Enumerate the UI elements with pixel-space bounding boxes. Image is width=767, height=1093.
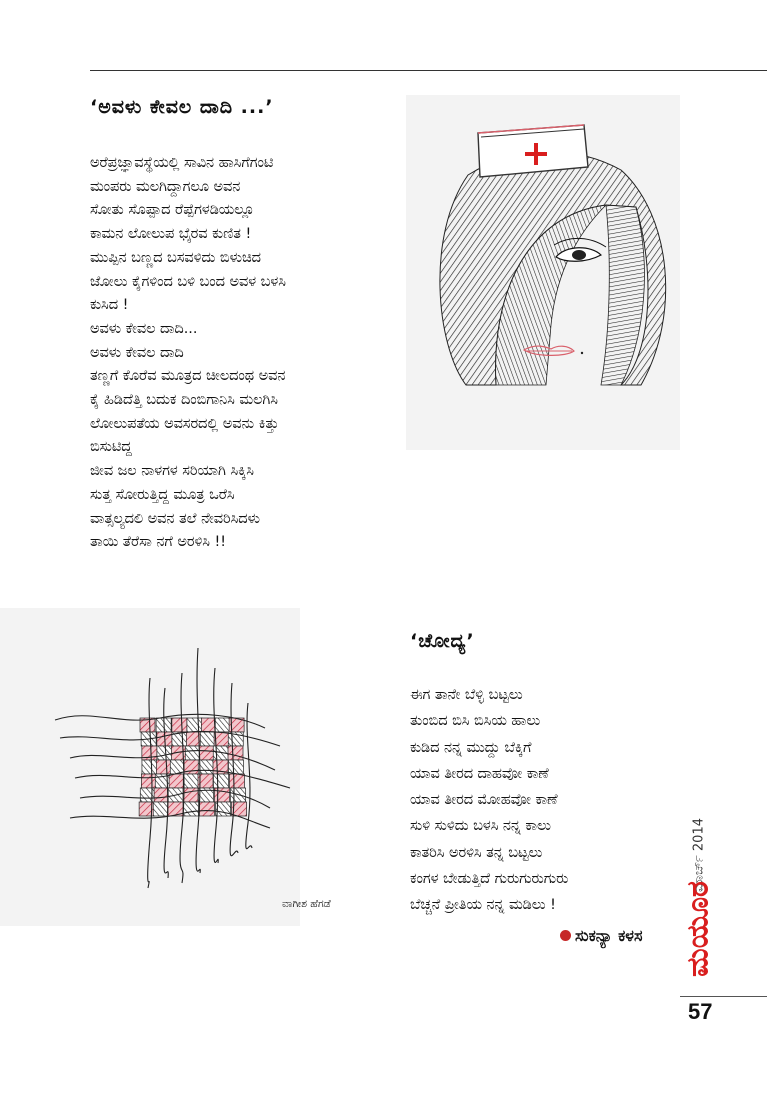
- poem-line: ಸುಳಿ ಸುಳಿದು ಬಳಸಿ ನನ್ನ ಕಾಲು: [410, 818, 551, 835]
- poem-line: ಬಿಸುಟಿದ್ದ: [90, 439, 132, 456]
- nurse-illustration: [406, 95, 680, 450]
- weave-cell: [183, 774, 198, 788]
- poem1-title: ‘ಅವಳು ಕೇವಲ ದಾದಿ ...’: [90, 96, 274, 118]
- poem-line: ವಾತ್ಸಲ್ಯದಲಿ ಅವನ ತಲೆ ನೇವರಿಸಿದಳು: [90, 510, 260, 527]
- poem-line: ಅರೆಪ್ರಜ್ಞಾವಸ್ಥೆಯಲ್ಲಿ ಸಾವಿನ ಹಾಸಿಗೆಗಂಟಿ: [90, 155, 274, 171]
- weave-cell: [172, 718, 187, 732]
- weave-cell: [199, 802, 214, 816]
- poem-line: ಈಗ ತಾನೇ ಬೆಳ್ಳಿ ಬಟ್ಟಲು: [410, 687, 523, 703]
- poem-line: ಕಾತರಿಸಿ ಅರಳಿಸಿ ತನ್ನ ಬಟ್ಟಲು: [410, 844, 543, 861]
- bullet-icon: [560, 930, 571, 941]
- weave-cell: [183, 802, 198, 816]
- weave-cell: [141, 774, 156, 788]
- weave-grid: [139, 718, 246, 816]
- poem-line: ಕುಡಿದ ನನ್ನ ಮುದ್ದು ಬೆಕ್ಕಿಗೆ: [410, 739, 532, 756]
- poem-line: ಮುಪ್ಪಿನ ಬಣ್ಣದ ಬಸವಳಿದು ಬಿಳುಚಿದ: [90, 249, 261, 266]
- weave-cell: [156, 760, 171, 774]
- poem-line: ಕಾಮನ ಲೋಲುಪ ಭೈರವ ಕುಣಿತ !: [90, 226, 252, 243]
- poem-line: ಯಾವ ತೀರದ ಮೋಹವೋ ಕಾಣೆ: [410, 792, 558, 809]
- issue-date: ಮಾರ್ಚ್ 2014: [691, 818, 707, 892]
- author-credit: [560, 926, 643, 946]
- author-name: ಸುಕನ್ಯಾ ಕಳಸ: [575, 926, 643, 945]
- page-number: 57: [688, 999, 713, 1024]
- weave-cell: [169, 774, 184, 788]
- footer-rule: [680, 996, 767, 997]
- weave-cell: [142, 760, 157, 774]
- poem-line: ಯಾವ ತೀರದ ದಾಹವೋ ಕಾಣೆ: [410, 765, 549, 782]
- poem-line: ಸೋತು ಸೊಪ್ಪಾದ ರೆಪ್ಪೆಗಳಡಿಯಲ್ಲೂ: [90, 202, 255, 219]
- weave-cell: [154, 788, 169, 802]
- weave-cell: [228, 746, 243, 760]
- weave-cell: [228, 760, 243, 774]
- weave-cell: [213, 774, 228, 788]
- poem-line: ಲೋಲುಪತೆಯ ಅವಸರದಲ್ಲಿ ಅವನು ಕಿತ್ತು: [90, 415, 279, 432]
- poem2-body: [410, 682, 680, 919]
- poem-line: ಕೈ ಹಿಡಿದೆತ್ತಿ ಬದುಕ ದಿಂಬಿಗಾನಿಸಿ ಮಲಗಿಸಿ: [90, 392, 278, 409]
- woven-illustration: [0, 608, 300, 926]
- magazine-logo: [682, 870, 716, 988]
- poem-line: ಜೋಲು ಕೈಗಳಿಂದ ಬಳಿ ಬಂದ ಅವಳ ಬಳಸಿ: [90, 273, 286, 290]
- weave-cell: [140, 788, 155, 802]
- poem-line: ಸುತ್ತ ಸೋರುತ್ತಿದ್ದ ಮೂತ್ರ ಒರೆಸಿ: [90, 486, 235, 503]
- poem-line: ತಾಯಿ ತೆರೆಸಾ ನಗೆ ಅರಳಿಸಿ !!: [90, 534, 227, 551]
- poem-line: ಮಂಪರು ಮಲಗಿದ್ದಾಗಲೂ ಅವನ: [90, 178, 241, 195]
- weave-cell: [198, 760, 213, 774]
- poem-line: ಅವಳು ಕೇವಲ ದಾದಿ...: [90, 320, 198, 337]
- weave-cell: [229, 774, 244, 788]
- poem2-title: ‘ಚೋದ್ಯ’: [410, 630, 475, 652]
- weave-cell: [214, 788, 229, 802]
- weave-cell: [157, 746, 172, 760]
- poem1-body: [90, 152, 395, 555]
- weave-cell: [153, 802, 168, 816]
- poem-line: ಕುಸಿದ !: [90, 297, 129, 314]
- magazine-name: ಮಯೂರ: [682, 881, 716, 977]
- weave-cell: [199, 746, 214, 760]
- poem-line: ಜೀವ ಜಲ ನಾಳಗಳ ಸರಿಯಾಗಿ ಸಿಕ್ಕಿಸಿ: [90, 463, 254, 480]
- top-rule: [90, 70, 767, 71]
- artist-credit: ವಾಗೀಶ ಹೆಗಡೆ: [282, 898, 331, 910]
- poem-line: ತಣ್ಣಗೆ ಕೊರೆವ ಮೂತ್ರದ ಚೀಲದಂಥ ಅವನ: [90, 368, 286, 385]
- weave-cell: [215, 718, 230, 732]
- weave-cell: [200, 732, 215, 746]
- weave-cell: [185, 746, 200, 760]
- weave-cell: [187, 718, 202, 732]
- weave-cell: [183, 788, 198, 802]
- poem-line: ಅವಳು ಕೇವಲ ದಾದಿ: [90, 344, 184, 361]
- poem-line: ಬೆಚ್ಚನೆ ಪ್ರೀತಿಯ ನನ್ನ ಮಡಿಲು !: [410, 897, 556, 914]
- poem-line: ಕಂಗಳ ಬೇಡುತ್ತಿದೆ ಗುರುಗುರುಗುರು: [410, 871, 569, 888]
- poem-line: ತುಂಬಿದ ಬಿಸಿ ಬಿಸಿಯ ಹಾಲು: [410, 713, 541, 730]
